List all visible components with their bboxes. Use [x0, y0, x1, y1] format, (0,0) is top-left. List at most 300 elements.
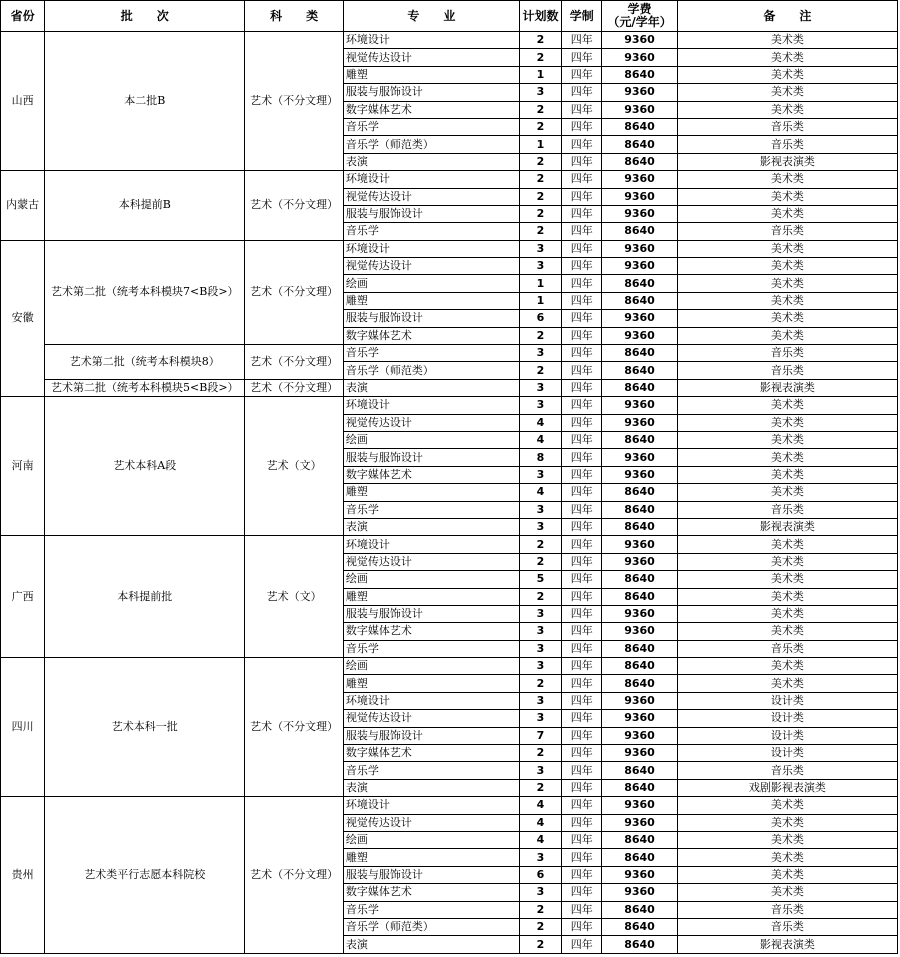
category-cell: 艺术（不分文理）: [245, 797, 344, 954]
fee-cell: 9360: [602, 101, 677, 118]
plan-cell: 1: [519, 136, 561, 153]
plan-cell: 2: [519, 171, 561, 188]
plan-cell: 1: [519, 66, 561, 83]
category-cell: 艺术（不分文理）: [245, 379, 344, 396]
plan-cell: 3: [519, 623, 561, 640]
plan-cell: 4: [519, 414, 561, 431]
note-cell: 美术类: [677, 658, 897, 675]
fee-cell: 8640: [602, 901, 677, 918]
duration-cell: 四年: [562, 936, 602, 953]
note-cell: 美术类: [677, 571, 897, 588]
major-cell: 绘画: [343, 831, 519, 848]
duration-cell: 四年: [562, 518, 602, 535]
province-cell: 广西: [1, 536, 45, 658]
fee-cell: 8640: [602, 831, 677, 848]
duration-cell: 四年: [562, 397, 602, 414]
note-cell: 美术类: [677, 414, 897, 431]
plan-cell: 2: [519, 745, 561, 762]
duration-cell: 四年: [562, 849, 602, 866]
duration-cell: 四年: [562, 32, 602, 49]
note-cell: 美术类: [677, 240, 897, 257]
plan-cell: 2: [519, 553, 561, 570]
duration-cell: 四年: [562, 136, 602, 153]
header-batch: 批 次: [45, 1, 245, 32]
plan-cell: 2: [519, 188, 561, 205]
duration-cell: 四年: [562, 153, 602, 170]
table-row: [1, 240, 898, 257]
note-cell: 美术类: [677, 292, 897, 309]
fee-cell: 8640: [602, 762, 677, 779]
note-cell: 设计类: [677, 727, 897, 744]
note-cell: 美术类: [677, 205, 897, 222]
fee-cell: 9360: [602, 797, 677, 814]
note-cell: 影视表演类: [677, 518, 897, 535]
major-cell: 服装与服饰设计: [343, 605, 519, 622]
note-cell: 美术类: [677, 171, 897, 188]
major-cell: 表演: [343, 936, 519, 953]
plan-cell: 2: [519, 49, 561, 66]
duration-cell: 四年: [562, 536, 602, 553]
fee-cell: 8640: [602, 431, 677, 448]
category-cell: 艺术（文）: [245, 536, 344, 658]
major-cell: 环境设计: [343, 536, 519, 553]
major-cell: 视觉传达设计: [343, 814, 519, 831]
note-cell: 美术类: [677, 258, 897, 275]
batch-cell: 艺术类平行志愿本科院校: [45, 797, 245, 954]
fee-cell: 9360: [602, 310, 677, 327]
major-cell: 数字媒体艺术: [343, 327, 519, 344]
duration-cell: 四年: [562, 814, 602, 831]
plan-cell: 2: [519, 675, 561, 692]
fee-cell: 9360: [602, 692, 677, 709]
major-cell: 绘画: [343, 658, 519, 675]
major-cell: 表演: [343, 779, 519, 796]
major-cell: 环境设计: [343, 240, 519, 257]
table-row: [1, 32, 898, 49]
plan-cell: 2: [519, 588, 561, 605]
note-cell: 设计类: [677, 745, 897, 762]
note-cell: 音乐类: [677, 501, 897, 518]
duration-cell: 四年: [562, 466, 602, 483]
note-cell: 美术类: [677, 449, 897, 466]
fee-cell: 8640: [602, 153, 677, 170]
plan-cell: 8: [519, 449, 561, 466]
note-cell: 美术类: [677, 588, 897, 605]
major-cell: 音乐学: [343, 501, 519, 518]
major-cell: 音乐学（师范类）: [343, 136, 519, 153]
duration-cell: 四年: [562, 901, 602, 918]
plan-cell: 3: [519, 518, 561, 535]
province-cell: 安徽: [1, 240, 45, 397]
batch-cell: 艺术第二批（统考本科模块8）: [45, 345, 245, 380]
major-cell: 音乐学: [343, 345, 519, 362]
plan-cell: 4: [519, 814, 561, 831]
province-cell: 四川: [1, 658, 45, 797]
major-cell: 音乐学: [343, 762, 519, 779]
fee-cell: 9360: [602, 605, 677, 622]
duration-cell: 四年: [562, 623, 602, 640]
plan-cell: 4: [519, 484, 561, 501]
fee-cell: 9360: [602, 327, 677, 344]
plan-cell: 2: [519, 327, 561, 344]
fee-cell: 8640: [602, 66, 677, 83]
fee-cell: 9360: [602, 710, 677, 727]
province-cell: 贵州: [1, 797, 45, 954]
major-cell: 雕塑: [343, 484, 519, 501]
note-cell: 美术类: [677, 310, 897, 327]
major-cell: 服装与服饰设计: [343, 205, 519, 222]
fee-cell: 8640: [602, 640, 677, 657]
plan-cell: 3: [519, 345, 561, 362]
plan-cell: 3: [519, 466, 561, 483]
plan-cell: 2: [519, 32, 561, 49]
duration-cell: 四年: [562, 84, 602, 101]
plan-cell: 3: [519, 397, 561, 414]
plan-cell: 3: [519, 710, 561, 727]
header-duration: 学制: [562, 1, 602, 32]
duration-cell: 四年: [562, 658, 602, 675]
fee-cell: 9360: [602, 397, 677, 414]
duration-cell: 四年: [562, 884, 602, 901]
major-cell: 雕塑: [343, 849, 519, 866]
note-cell: 美术类: [677, 49, 897, 66]
major-cell: 环境设计: [343, 171, 519, 188]
batch-cell: 艺术本科一批: [45, 658, 245, 797]
plan-cell: 3: [519, 849, 561, 866]
major-cell: 服装与服饰设计: [343, 727, 519, 744]
major-cell: 绘画: [343, 275, 519, 292]
duration-cell: 四年: [562, 118, 602, 135]
plan-cell: 3: [519, 692, 561, 709]
note-cell: 美术类: [677, 397, 897, 414]
note-cell: 美术类: [677, 66, 897, 83]
major-cell: 数字媒体艺术: [343, 745, 519, 762]
plan-cell: 3: [519, 501, 561, 518]
fee-cell: 9360: [602, 466, 677, 483]
batch-cell: 艺术第二批（统考本科模块7<B段>）: [45, 240, 245, 344]
duration-cell: 四年: [562, 49, 602, 66]
note-cell: 音乐类: [677, 762, 897, 779]
note-cell: 音乐类: [677, 118, 897, 135]
fee-cell: 9360: [602, 745, 677, 762]
major-cell: 表演: [343, 379, 519, 396]
fee-cell: 9360: [602, 536, 677, 553]
note-cell: 音乐类: [677, 136, 897, 153]
note-cell: 美术类: [677, 884, 897, 901]
table-row: [1, 397, 898, 414]
province-cell: 山西: [1, 32, 45, 171]
fee-cell: 8640: [602, 588, 677, 605]
fee-cell: 8640: [602, 362, 677, 379]
note-cell: 美术类: [677, 797, 897, 814]
fee-cell: 8640: [602, 379, 677, 396]
note-cell: 音乐类: [677, 345, 897, 362]
major-cell: 雕塑: [343, 66, 519, 83]
major-cell: 视觉传达设计: [343, 710, 519, 727]
fee-cell: 9360: [602, 866, 677, 883]
fee-cell: 8640: [602, 779, 677, 796]
category-cell: 艺术（不分文理）: [245, 658, 344, 797]
note-cell: 音乐类: [677, 901, 897, 918]
fee-cell: 9360: [602, 553, 677, 570]
major-cell: 服装与服饰设计: [343, 310, 519, 327]
duration-cell: 四年: [562, 710, 602, 727]
duration-cell: 四年: [562, 501, 602, 518]
major-cell: 表演: [343, 153, 519, 170]
batch-cell: 艺术本科A段: [45, 397, 245, 536]
major-cell: 环境设计: [343, 692, 519, 709]
fee-cell: 8640: [602, 849, 677, 866]
table-body: [1, 32, 898, 954]
plan-cell: 6: [519, 310, 561, 327]
major-cell: 数字媒体艺术: [343, 466, 519, 483]
duration-cell: 四年: [562, 692, 602, 709]
major-cell: 数字媒体艺术: [343, 884, 519, 901]
duration-cell: 四年: [562, 640, 602, 657]
note-cell: 美术类: [677, 553, 897, 570]
note-cell: 美术类: [677, 275, 897, 292]
plan-cell: 2: [519, 205, 561, 222]
duration-cell: 四年: [562, 571, 602, 588]
category-cell: 艺术（不分文理）: [245, 171, 344, 241]
duration-cell: 四年: [562, 362, 602, 379]
major-cell: 视觉传达设计: [343, 188, 519, 205]
duration-cell: 四年: [562, 918, 602, 935]
major-cell: 绘画: [343, 431, 519, 448]
note-cell: 美术类: [677, 675, 897, 692]
fee-cell: 9360: [602, 171, 677, 188]
note-cell: 影视表演类: [677, 153, 897, 170]
major-cell: 音乐学（师范类）: [343, 362, 519, 379]
duration-cell: 四年: [562, 258, 602, 275]
duration-cell: 四年: [562, 588, 602, 605]
duration-cell: 四年: [562, 310, 602, 327]
fee-cell: 8640: [602, 118, 677, 135]
major-cell: 视觉传达设计: [343, 414, 519, 431]
note-cell: 音乐类: [677, 918, 897, 935]
note-cell: 美术类: [677, 101, 897, 118]
fee-cell: 8640: [602, 292, 677, 309]
header-major: 专 业: [343, 1, 519, 32]
duration-cell: 四年: [562, 275, 602, 292]
table-row: [1, 379, 898, 396]
fee-cell: 8640: [602, 571, 677, 588]
major-cell: 服装与服饰设计: [343, 84, 519, 101]
note-cell: 设计类: [677, 710, 897, 727]
duration-cell: 四年: [562, 675, 602, 692]
header-province: 省份: [1, 1, 45, 32]
batch-cell: 本二批B: [45, 32, 245, 171]
fee-cell: 8640: [602, 518, 677, 535]
category-cell: 艺术（不分文理）: [245, 32, 344, 171]
duration-cell: 四年: [562, 553, 602, 570]
note-cell: 美术类: [677, 623, 897, 640]
batch-cell: 本科提前批: [45, 536, 245, 658]
fee-cell: 8640: [602, 275, 677, 292]
major-cell: 环境设计: [343, 797, 519, 814]
table-row: [1, 658, 898, 675]
header-category: 科 类: [245, 1, 344, 32]
duration-cell: 四年: [562, 831, 602, 848]
note-cell: 音乐类: [677, 640, 897, 657]
plan-cell: 2: [519, 536, 561, 553]
fee-cell: 8640: [602, 918, 677, 935]
category-cell: 艺术（不分文理）: [245, 345, 344, 380]
fee-cell: 9360: [602, 884, 677, 901]
fee-cell: 9360: [602, 727, 677, 744]
plan-cell: 4: [519, 431, 561, 448]
note-cell: 美术类: [677, 188, 897, 205]
note-cell: 音乐类: [677, 223, 897, 240]
header-plan: 计划数: [519, 1, 561, 32]
fee-cell: 8640: [602, 501, 677, 518]
header-row: [1, 1, 898, 32]
duration-cell: 四年: [562, 327, 602, 344]
plan-cell: 3: [519, 605, 561, 622]
note-cell: 美术类: [677, 32, 897, 49]
fee-cell: 9360: [602, 623, 677, 640]
note-cell: 美术类: [677, 849, 897, 866]
duration-cell: 四年: [562, 727, 602, 744]
major-cell: 表演: [343, 518, 519, 535]
plan-cell: 3: [519, 258, 561, 275]
header-fee: [602, 1, 677, 32]
major-cell: 雕塑: [343, 675, 519, 692]
plan-cell: 2: [519, 936, 561, 953]
plan-cell: 2: [519, 901, 561, 918]
category-cell: 艺术（文）: [245, 397, 344, 536]
plan-cell: 5: [519, 571, 561, 588]
plan-cell: 2: [519, 101, 561, 118]
fee-cell: 9360: [602, 188, 677, 205]
duration-cell: 四年: [562, 484, 602, 501]
major-cell: 雕塑: [343, 292, 519, 309]
plan-cell: 2: [519, 223, 561, 240]
plan-cell: 3: [519, 84, 561, 101]
fee-cell: 9360: [602, 240, 677, 257]
duration-cell: 四年: [562, 240, 602, 257]
major-cell: 视觉传达设计: [343, 49, 519, 66]
duration-cell: 四年: [562, 292, 602, 309]
table-row: [1, 797, 898, 814]
header-note: 备 注: [677, 1, 897, 32]
plan-cell: 1: [519, 292, 561, 309]
note-cell: 设计类: [677, 692, 897, 709]
major-cell: 音乐学: [343, 223, 519, 240]
duration-cell: 四年: [562, 188, 602, 205]
table-row: [1, 345, 898, 362]
duration-cell: 四年: [562, 379, 602, 396]
duration-cell: 四年: [562, 762, 602, 779]
note-cell: 戏剧影视表演类: [677, 779, 897, 796]
duration-cell: 四年: [562, 66, 602, 83]
plan-cell: 4: [519, 797, 561, 814]
duration-cell: 四年: [562, 797, 602, 814]
fee-cell: 9360: [602, 449, 677, 466]
plan-cell: 7: [519, 727, 561, 744]
fee-cell: 9360: [602, 84, 677, 101]
duration-cell: 四年: [562, 745, 602, 762]
fee-cell: 9360: [602, 414, 677, 431]
note-cell: 美术类: [677, 605, 897, 622]
duration-cell: 四年: [562, 605, 602, 622]
note-cell: 美术类: [677, 431, 897, 448]
major-cell: 绘画: [343, 571, 519, 588]
plan-cell: 3: [519, 762, 561, 779]
duration-cell: 四年: [562, 223, 602, 240]
fee-cell: 9360: [602, 258, 677, 275]
plan-cell: 2: [519, 918, 561, 935]
note-cell: 美术类: [677, 536, 897, 553]
note-cell: 美术类: [677, 866, 897, 883]
plan-cell: 2: [519, 779, 561, 796]
major-cell: 数字媒体艺术: [343, 623, 519, 640]
note-cell: 美术类: [677, 327, 897, 344]
note-cell: 美术类: [677, 831, 897, 848]
note-cell: 美术类: [677, 484, 897, 501]
major-cell: 数字媒体艺术: [343, 101, 519, 118]
note-cell: 美术类: [677, 814, 897, 831]
major-cell: 环境设计: [343, 32, 519, 49]
note-cell: 影视表演类: [677, 379, 897, 396]
fee-cell: 9360: [602, 814, 677, 831]
note-cell: 音乐类: [677, 362, 897, 379]
note-cell: 影视表演类: [677, 936, 897, 953]
major-cell: 音乐学: [343, 118, 519, 135]
major-cell: 环境设计: [343, 397, 519, 414]
major-cell: 音乐学: [343, 901, 519, 918]
plan-cell: 3: [519, 240, 561, 257]
province-cell: 河南: [1, 397, 45, 536]
major-cell: 视觉传达设计: [343, 258, 519, 275]
fee-cell: 9360: [602, 32, 677, 49]
fee-cell: 8640: [602, 658, 677, 675]
batch-cell: 艺术第二批（统考本科模块5<B段>）: [45, 379, 245, 396]
plan-cell: 2: [519, 362, 561, 379]
plan-cell: 3: [519, 658, 561, 675]
duration-cell: 四年: [562, 205, 602, 222]
category-cell: 艺术（不分文理）: [245, 240, 344, 344]
major-cell: 音乐学（师范类）: [343, 918, 519, 935]
duration-cell: 四年: [562, 866, 602, 883]
duration-cell: 四年: [562, 779, 602, 796]
major-cell: 服装与服饰设计: [343, 449, 519, 466]
plan-cell: 2: [519, 153, 561, 170]
duration-cell: 四年: [562, 345, 602, 362]
duration-cell: 四年: [562, 101, 602, 118]
plan-cell: 4: [519, 831, 561, 848]
plan-cell: 2: [519, 118, 561, 135]
fee-cell: 8640: [602, 936, 677, 953]
plan-cell: 3: [519, 379, 561, 396]
fee-cell: 9360: [602, 49, 677, 66]
fee-cell: 8640: [602, 484, 677, 501]
header-fee-line1: 学费: [627, 2, 652, 16]
fee-cell: 9360: [602, 205, 677, 222]
major-cell: 音乐学: [343, 640, 519, 657]
major-cell: 雕塑: [343, 588, 519, 605]
table-row: [1, 536, 898, 553]
duration-cell: 四年: [562, 171, 602, 188]
header-fee-line2: （元/学年）: [607, 15, 672, 29]
fee-cell: 8640: [602, 675, 677, 692]
batch-cell: 本科提前B: [45, 171, 245, 241]
fee-cell: 8640: [602, 136, 677, 153]
duration-cell: 四年: [562, 431, 602, 448]
province-cell: 内蒙古: [1, 171, 45, 241]
duration-cell: 四年: [562, 414, 602, 431]
major-cell: 视觉传达设计: [343, 553, 519, 570]
